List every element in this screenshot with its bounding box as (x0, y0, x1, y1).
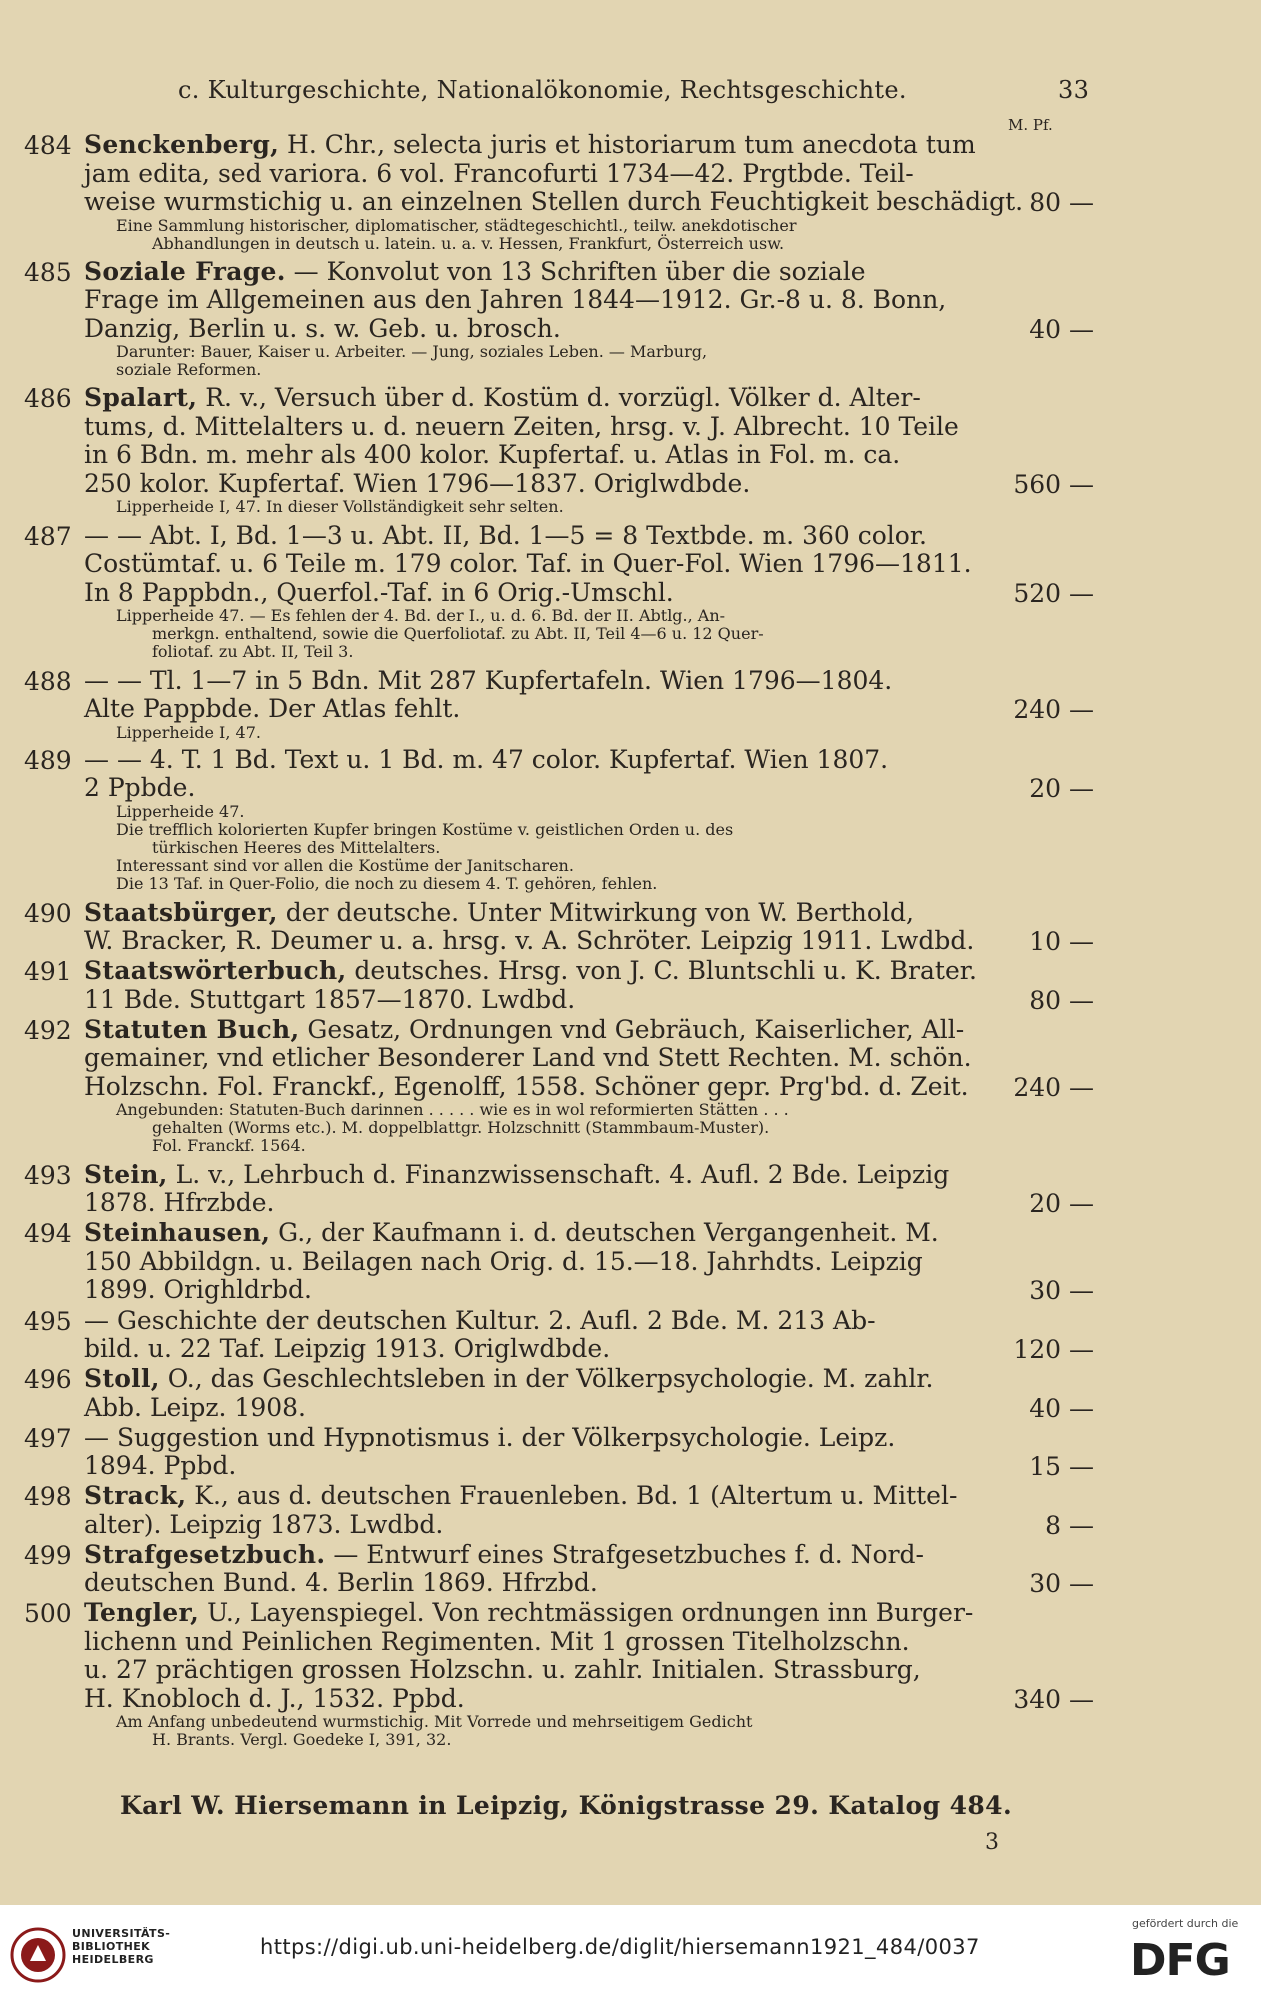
catalog-entry (24, 522, 1094, 662)
entry-line (84, 957, 1034, 986)
catalog-entry (24, 667, 1094, 742)
entry-number: 484 (24, 131, 72, 160)
entry-description (84, 384, 1034, 498)
catalog-entry (24, 258, 1094, 380)
entry-description (84, 746, 1034, 803)
entry-description (84, 1161, 1034, 1218)
entry-line (84, 1394, 1034, 1423)
entry-text: L. v., Lehrbuch d. Finanzwissenschaft. 4. Aufl. 2 Bde. Leipzig (167, 1159, 950, 1189)
entry-price: 80 — (1029, 188, 1094, 217)
catalog-entry (24, 1599, 1094, 1749)
entry-description (84, 258, 1034, 344)
entry-text: — Entwurf eines Strafgesetzbuches f. d. Nord- (325, 1539, 924, 1569)
entry-line (84, 1219, 1034, 1248)
catalog-entry (24, 131, 1094, 253)
entry-heading: Staatsbürger, (84, 897, 278, 927)
entry-description (84, 899, 1034, 956)
entry-line (84, 1569, 1034, 1598)
note-line: Am Anfang unbedeutend wurmstichig. Mit Vorrede und mehrseitigem Gedicht (116, 1712, 753, 1732)
entry-text: Costümtaf. u. 6 Teile m. 179 color. Taf. in Quer-Fol. Wien 1796—1811. (84, 549, 972, 579)
entry-text: H. Chr., selecta juris et historiarum tum anecdota tum (279, 130, 976, 159)
entry-notes (116, 607, 1036, 661)
entry-text: Holzschn. Fol. Franckf., Egenolff, 1558. Schöner gepr. Prg'bd. d. Zeit. (84, 1071, 969, 1101)
entry-notes (116, 498, 1036, 516)
entry-text: alter). Leipzig 1873. Lwdbd. (84, 1509, 444, 1539)
entry-price: 8 — (1045, 1510, 1094, 1540)
entry-text: 1899. Orighldrbd. (84, 1275, 312, 1305)
currency-column-header: M. Pf. (1008, 116, 1053, 134)
entry-heading: Staatswörterbuch, (84, 956, 347, 986)
entry-text: U., Layenspiegel. Von rechtmässigen ordnungen inn Burger- (199, 1598, 974, 1628)
entry-number: 496 (24, 1365, 72, 1395)
entry-price: 520 — (1013, 578, 1094, 608)
entry-line (84, 188, 1034, 217)
entry-text: G., der Kaufmann i. d. deutschen Vergangenheit. M. (270, 1218, 939, 1248)
entry-line (84, 470, 1034, 499)
entry-heading: Steinhausen, (84, 1218, 271, 1248)
entry-number: 487 (24, 521, 72, 551)
catalog-entry (24, 1016, 1094, 1156)
entry-line (84, 579, 1034, 608)
entry-text: — — Tl. 1—7 in 5 Bdn. Mit 287 Kupfertafeln. Wien 1796—1804. (84, 665, 893, 695)
catalog-entry (24, 1424, 1094, 1481)
note-line: Abhandlungen in deutsch u. latein. u. a. v. Hessen, Frankfurt, Österreich usw. (152, 233, 785, 253)
entry-description (84, 1599, 1034, 1713)
entry-line (84, 258, 1034, 287)
entry-line (84, 1482, 1034, 1511)
entry-notes (116, 217, 1036, 253)
entry-line (84, 986, 1034, 1015)
entry-price: 20 — (1029, 1189, 1094, 1219)
entry-number: 499 (24, 1540, 72, 1570)
entry-line (84, 1628, 1034, 1657)
entry-description (84, 1541, 1034, 1598)
entry-text: In 8 Pappbdn., Querfol.-Taf. in 6 Orig.-Umschl. (84, 577, 674, 607)
entry-description (84, 957, 1034, 1014)
entry-price: 30 — (1029, 1276, 1094, 1306)
note-line: Die 13 Taf. in Quer-Folio, die noch zu diesem 4. T. gehören, fehlen. (116, 873, 658, 893)
dfg-logo: DFG (1130, 1935, 1230, 1986)
entry-text: lichenn und Peinlichen Regimenten. Mit 1 grossen Titelholzschn. (84, 1626, 910, 1656)
entry-line (84, 160, 1034, 189)
entry-heading: Stoll, (84, 1364, 160, 1394)
catalog-entry (24, 746, 1094, 893)
note-line: Darunter: Bauer, Kaiser u. Arbeiter. — Jung, soziales Leben. — Marburg, (116, 342, 708, 362)
note-line: Lipperheide I, 47. In dieser Vollständigkeit sehr selten. (116, 497, 564, 517)
entry-text: H. Knobloch d. J., 1532. Ppbd. (84, 1683, 465, 1713)
note-line: Fol. Franckf. 1564. (152, 1136, 306, 1156)
entry-text: Danzig, Berlin u. s. w. Geb. u. brosch. (84, 313, 561, 343)
publisher-footer: Karl W. Hiersemann in Leipzig, Königstrasse 29. Katalog 484. (120, 1791, 1013, 1820)
note-line: Eine Sammlung historischer, diplomatischer, städtegeschichtl., teilw. anekdotischer (116, 215, 797, 235)
entry-notes (116, 724, 1036, 742)
institution-line: UNIVERSITÄTS- (72, 1927, 171, 1940)
note-line: merkgn. enthaltend, sowie die Querfoliotaf. zu Abt. II, Teil 4—6 u. 12 Quer- (152, 624, 764, 644)
note-line: H. Brants. Vergl. Goedeke I, 391, 32. (152, 1730, 452, 1750)
entry-number: 489 (24, 745, 72, 775)
institution-line: BIBLIOTHEK (72, 1940, 151, 1953)
entry-line (84, 1685, 1034, 1714)
entry-text: 11 Bde. Stuttgart 1857—1870. Lwdbd. (84, 984, 576, 1014)
running-header: c. Kulturgeschichte, Nationalökonomie, Rechtsgeschichte. (178, 76, 907, 104)
entry-line (84, 1276, 1034, 1305)
entry-heading: Strafgesetzbuch. (84, 1539, 326, 1569)
note-line: Interessant sind vor allen die Kostüme der Janitscharen. (116, 855, 574, 875)
entry-text: K., aus d. deutschen Frauenleben. Bd. 1 (Altertum u. Mittel- (186, 1481, 958, 1511)
entry-number: 492 (24, 1015, 72, 1045)
catalog-entry (24, 1161, 1094, 1218)
entry-line (84, 667, 1034, 696)
entry-line (84, 1161, 1034, 1190)
entry-heading: Tengler, (84, 1598, 200, 1628)
entry-text: — — 4. T. 1 Bd. Text u. 1 Bd. m. 47 color. Kupfertaf. Wien 1807. (84, 744, 889, 774)
entry-line (84, 1189, 1034, 1218)
entry-line (84, 1365, 1034, 1394)
entry-description (84, 522, 1034, 608)
entry-text: bild. u. 22 Taf. Leipzig 1913. Origlwdbde. (84, 1334, 611, 1364)
entry-text: weise wurmstichig u. an einzelnen Stellen durch Feuchtigkeit beschädigt. (84, 187, 1024, 216)
entry-number: 490 (24, 898, 72, 928)
entry-text: deutsches. Hrsg. von J. C. Bluntschli u. K. Brater. (346, 956, 977, 986)
entry-price: 240 — (1013, 695, 1094, 725)
entry-text: 150 Abbildgn. u. Beilagen nach Orig. d. 15.—18. Jahrhdts. Leipzig (84, 1246, 923, 1276)
entry-text: W. Bracker, R. Deumer u. a. hrsg. v. A. Schröter. Leipzig 1911. Lwdbd. (84, 926, 975, 956)
entry-heading: Stein, (84, 1159, 168, 1189)
entry-line (84, 1599, 1034, 1628)
entry-line (84, 1307, 1034, 1336)
entry-text: — — Abt. I, Bd. 1—3 u. Abt. II, Bd. 1—5 = 8 Textbde. m. 360 color. (84, 520, 927, 550)
catalog-entry (24, 1541, 1094, 1598)
entry-line (84, 1073, 1034, 1102)
entry-description (84, 1219, 1034, 1305)
entry-line (84, 131, 1034, 160)
entry-text: R. v., Versuch über d. Kostüm d. vorzügl. Völker d. Alter- (197, 383, 921, 413)
entry-number: 491 (24, 957, 72, 987)
entry-notes (116, 343, 1036, 379)
entry-text: 1878. Hfrzbde. (84, 1188, 275, 1218)
entry-line (84, 1016, 1034, 1045)
entry-text: u. 27 prächtigen grossen Holzschn. u. zahlr. Initialen. Strassburg, (84, 1655, 921, 1685)
catalog-entry (24, 899, 1094, 956)
entry-text: O., das Geschlechtsleben in der Völkerpsychologie. M. zahlr. (159, 1364, 934, 1394)
note-line: Lipperheide 47. (116, 801, 245, 821)
entry-description (84, 1016, 1034, 1102)
entry-price: 30 — (1029, 1569, 1094, 1599)
entry-price: 20 — (1029, 774, 1094, 804)
entry-line (84, 1335, 1034, 1364)
entry-line (84, 286, 1034, 315)
entry-line (84, 315, 1034, 344)
entry-text: 2 Ppbde. (84, 773, 196, 803)
entry-number: 493 (24, 1160, 72, 1190)
entry-heading: Senckenberg, (84, 130, 280, 159)
entry-text: Alte Pappbde. Der Atlas fehlt. (84, 694, 461, 724)
note-line: Lipperheide I, 47. (116, 722, 261, 742)
permalink-url[interactable]: https://digi.ub.uni-heidelberg.de/diglit/hiersemann1921_484/0037 (260, 1935, 980, 1959)
note-line: Die trefflich kolorierten Kupfer bringen Kostüme v. geistlichen Orden u. des (116, 819, 734, 839)
entry-price: 10 — (1029, 927, 1094, 957)
entry-number: 494 (24, 1219, 72, 1249)
entry-description (84, 1482, 1034, 1539)
entry-text: 1894. Ppbd. (84, 1451, 237, 1481)
entry-text: deutschen Bund. 4. Berlin 1869. Hfrzbd. (84, 1568, 598, 1598)
entry-line (84, 899, 1034, 928)
entry-number: 500 (24, 1599, 72, 1629)
signature-mark: 3 (985, 1830, 999, 1855)
entry-price: 80 — (1029, 985, 1094, 1015)
entry-price: 15 — (1029, 1452, 1094, 1482)
entry-line (84, 1656, 1034, 1685)
entry-line (84, 1424, 1034, 1453)
catalog-entry (24, 1219, 1094, 1305)
entry-heading: Spalart, (84, 383, 198, 413)
entry-price: 240 — (1013, 1072, 1094, 1102)
entry-text: 250 kolor. Kupfertaf. Wien 1796—1837. Origlwdbde. (84, 468, 751, 498)
institution-line: HEIDELBERG (72, 1953, 154, 1966)
note-line: soziale Reformen. (116, 360, 262, 380)
entry-text: jam edita, sed variora. 6 vol. Francofurti 1734—42. Prgtbde. Teil- (84, 158, 914, 188)
entry-line (84, 1044, 1034, 1073)
note-line: türkischen Heeres des Mittelalters. (152, 837, 441, 857)
catalog-entry (24, 957, 1094, 1014)
entry-price: 120 — (1013, 1335, 1094, 1365)
entry-notes (116, 1101, 1036, 1155)
entry-line (84, 927, 1034, 956)
entry-heading: Soziale Frage. (84, 256, 286, 286)
entry-number: 485 (24, 257, 72, 287)
entry-line (84, 384, 1034, 413)
entry-description (84, 131, 1034, 217)
entry-price: 560 — (1013, 469, 1094, 499)
entry-text: in 6 Bdn. m. mehr als 400 kolor. Kupfertaf. u. Atlas in Fol. m. ca. (84, 440, 901, 470)
entry-text: gemainer, vnd etlicher Besonderer Land vnd Stett Rechten. M. schön. (84, 1043, 972, 1073)
note-line: gehalten (Worms etc.). M. doppelblattgr. Holzschnitt (Stammbaum-Muster). (152, 1118, 770, 1138)
entry-text: der deutsche. Unter Mitwirkung von W. Berthold, (277, 897, 914, 927)
institution-name (72, 1927, 170, 1966)
university-seal-icon (10, 1927, 66, 1983)
entry-line (84, 1511, 1034, 1540)
catalog-entry (24, 1365, 1094, 1422)
catalog-entry (24, 1482, 1094, 1539)
entry-description (84, 667, 1034, 724)
entry-text: — Konvolut von 13 Schriften über die soziale (285, 256, 866, 286)
entry-line (84, 1452, 1034, 1481)
entry-price: 40 — (1029, 314, 1094, 344)
funded-by-label: gefördert durch die (1132, 1917, 1239, 1930)
entry-line (84, 550, 1034, 579)
entry-number: 486 (24, 384, 72, 414)
entry-number: 498 (24, 1482, 72, 1512)
entry-text: — Geschichte der deutschen Kultur. 2. Aufl. 2 Bde. M. 213 Ab- (84, 1305, 876, 1335)
entry-description (84, 1307, 1034, 1364)
entry-line (84, 746, 1034, 775)
entry-line (84, 413, 1034, 442)
entry-description (84, 1424, 1034, 1481)
note-line: Lipperheide 47. — Es fehlen der 4. Bd. der I., u. d. 6. Bd. der II. Abtlg., An- (116, 606, 726, 626)
page-number: 33 (1058, 76, 1090, 104)
entry-line (84, 522, 1034, 551)
entry-number: 488 (24, 666, 72, 696)
entry-text: Gesatz, Ordnungen vnd Gebräuch, Kaiserlicher, All- (299, 1014, 965, 1044)
entry-notes (116, 803, 1036, 893)
entry-line (84, 1541, 1034, 1570)
entry-text: — Suggestion und Hypnotismus i. der Völkerpsychologie. Leipz. (84, 1422, 896, 1452)
entry-number: 495 (24, 1306, 72, 1336)
entry-line (84, 774, 1034, 803)
entry-line (84, 1248, 1034, 1277)
entry-heading: Statuten Buch, (84, 1014, 300, 1044)
catalog-entry (24, 1307, 1094, 1364)
note-line: foliotaf. zu Abt. II, Teil 3. (152, 642, 354, 662)
catalog-entry (24, 384, 1094, 516)
entry-description (84, 1365, 1034, 1422)
entry-number: 497 (24, 1423, 72, 1453)
entry-line (84, 695, 1034, 724)
entry-text: Frage im Allgemeinen aus den Jahren 1844—1912. Gr.-8 u. 8. Bonn, (84, 285, 947, 315)
entry-text: Abb. Leipz. 1908. (84, 1392, 306, 1422)
entry-text: tums, d. Mittelalters u. d. neuern Zeiten, hrsg. v. J. Albrecht. 10 Teile (84, 411, 959, 441)
entry-line (84, 441, 1034, 470)
entry-price: 340 — (1013, 1684, 1094, 1714)
entry-notes (116, 1713, 1036, 1749)
viewer-bottom-bar (0, 1905, 1261, 1996)
entry-heading: Strack, (84, 1481, 187, 1511)
entry-price: 40 — (1029, 1393, 1094, 1423)
note-line: Angebunden: Statuten-Buch darinnen . . . . . wie es in wol reformierten Stätten . . . (116, 1100, 789, 1120)
